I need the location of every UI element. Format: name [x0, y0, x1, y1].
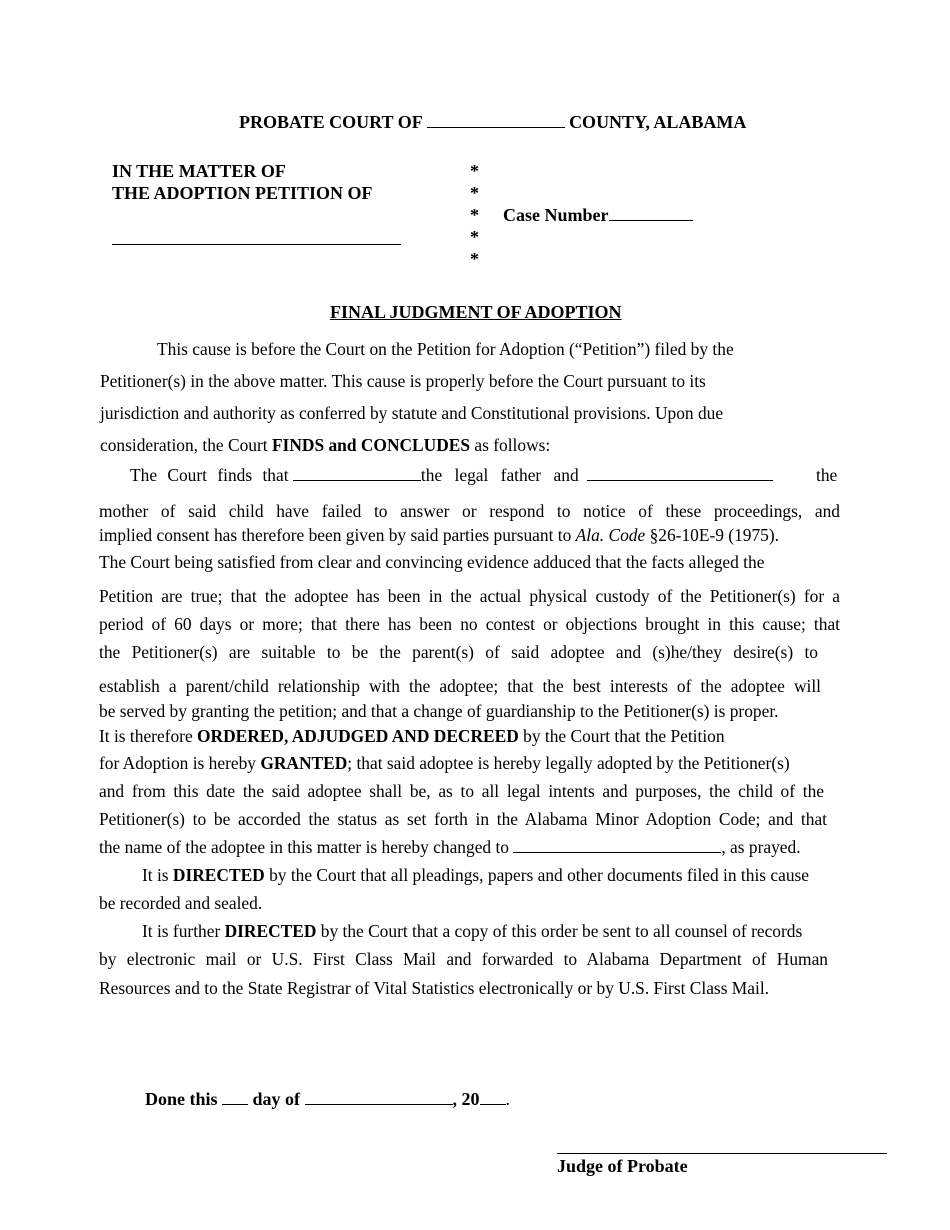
caption-star: * — [470, 205, 479, 225]
judge-title: Judge of Probate — [557, 1156, 688, 1176]
text-run: the legal father and — [420, 465, 579, 485]
para1-line: Petitioner(s) in the above matter. This cause is properly before the Court pursuant to its — [100, 371, 706, 391]
case-number-blank[interactable] — [609, 206, 693, 221]
text-run: for Adoption is hereby — [99, 753, 261, 773]
para2-line: The Court being satisfied from clear and convincing evidence adduced that the facts alleged the — [99, 552, 765, 572]
text-run: , 20 — [452, 1089, 480, 1109]
emphasis-run: FINDS and CONCLUDES — [271, 435, 471, 455]
text-run: by the Court that all pleadings, papers and other documents filed in this cause — [264, 865, 810, 885]
para3-line — [99, 753, 840, 774]
text-run: , as prayed. — [721, 837, 801, 857]
para2-line: mother of said child have failed to answer or respond to notice of these proceedings, and — [99, 501, 840, 521]
done-this-line — [145, 1089, 510, 1110]
para4-line: be recorded and sealed. — [99, 893, 263, 913]
text-run: consideration, the Court — [100, 435, 272, 455]
caption-star: * — [470, 249, 479, 269]
text-run: by the Court that a copy of this order be sent to all counsel of records — [316, 921, 803, 941]
text-run: implied consent has therefore been given by said parties pursuant to — [99, 525, 576, 545]
text-run: It is — [142, 865, 173, 885]
mother-name-blank[interactable] — [587, 466, 773, 481]
month-blank[interactable] — [305, 1090, 453, 1105]
para2-line: Petition are true; that the adoptee has been in the actual physical custody of the Petitioner(s) for a — [99, 586, 840, 606]
emphasis-run: DIRECTED — [172, 865, 265, 885]
para3-line — [99, 837, 840, 858]
year-blank[interactable] — [480, 1090, 506, 1105]
county-blank[interactable] — [427, 113, 565, 128]
para2-line: the Petitioner(s) are suitable to be the parent(s) of said adoptee and (s)he/they desire(s) to — [99, 642, 818, 662]
italic-run: Ala. Code — [575, 525, 646, 545]
para1-line: jurisdiction and authority as conferred by statute and Constitutional provisions. Upon due — [100, 403, 724, 423]
day-blank[interactable] — [222, 1090, 248, 1105]
para3-line: and from this date the said adoptee shall be, as to all legal intents and purposes, the child of the — [99, 781, 824, 801]
caption-star: * — [470, 183, 479, 203]
judge-signature-line[interactable] — [557, 1153, 887, 1154]
father-name-blank[interactable] — [293, 466, 421, 481]
caption-line-1: IN THE MATTER OF — [112, 161, 286, 181]
para2-line — [99, 525, 840, 546]
para5-line: by electronic mail or U.S. First Class Mail and forwarded to Alabama Department of Human — [99, 949, 828, 969]
emphasis-run: ORDERED, ADJUDGED AND DECREED — [197, 726, 519, 746]
para3-line — [99, 726, 840, 747]
text-run: . — [505, 1089, 511, 1109]
para1-line: This cause is before the Court on the Petition for Adoption (“Petition”) filed by the — [157, 339, 734, 359]
text-run: The Court finds that — [130, 465, 289, 485]
text-run: §26-10E-9 (1975). — [645, 525, 780, 545]
court-header — [239, 112, 746, 133]
text-run: ; that said adoptee is hereby legally adopted by the Petitioner(s) — [347, 753, 790, 773]
para4-line — [142, 865, 883, 886]
text-run: as follows: — [470, 435, 551, 455]
para2-line: be served by granting the petition; and that a change of guardianship to the Petitioner(s) is proper. — [99, 701, 779, 721]
para2-line: period of 60 days or more; that there has been no contest or objections brought in this cause; that — [99, 614, 840, 634]
case-number — [503, 205, 693, 226]
para2-line: establish a parent/child relationship with the adoptee; that the best interests of the adoptee will — [99, 676, 821, 696]
text-run: It is therefore — [99, 726, 198, 746]
para3-line: Petitioner(s) to be accorded the status as set forth in the Alabama Minor Adoption Code; and that — [99, 809, 827, 829]
text-run: the name of the adoptee in this matter is hereby changed to — [99, 837, 509, 857]
caption-star: * — [470, 227, 479, 247]
caption-line-2: THE ADOPTION PETITION OF — [112, 183, 373, 203]
para5-line — [142, 921, 883, 942]
caption-star: * — [470, 161, 479, 181]
court-prefix: PROBATE COURT OF — [239, 112, 423, 132]
para2-line-1 — [130, 465, 773, 486]
document-title: FINAL JUDGMENT OF ADOPTION — [330, 302, 622, 322]
para2-the: the — [816, 465, 838, 485]
para5-line: Resources and to the State Registrar of Vital Statistics electronically or by U.S. First Class Mail. — [99, 978, 769, 998]
text-run: by the Court that the Petition — [518, 726, 725, 746]
text-run: It is further — [142, 921, 225, 941]
emphasis-run: GRANTED — [260, 753, 348, 773]
petitioner-name-blank[interactable] — [112, 244, 401, 245]
text-run: Done this — [145, 1089, 218, 1109]
case-number-label: Case Number — [503, 205, 609, 225]
emphasis-run: DIRECTED — [224, 921, 317, 941]
court-suffix: COUNTY, ALABAMA — [569, 112, 747, 132]
new-name-blank[interactable] — [513, 838, 721, 853]
para1-line — [100, 435, 841, 456]
text-run: day of — [252, 1089, 301, 1109]
